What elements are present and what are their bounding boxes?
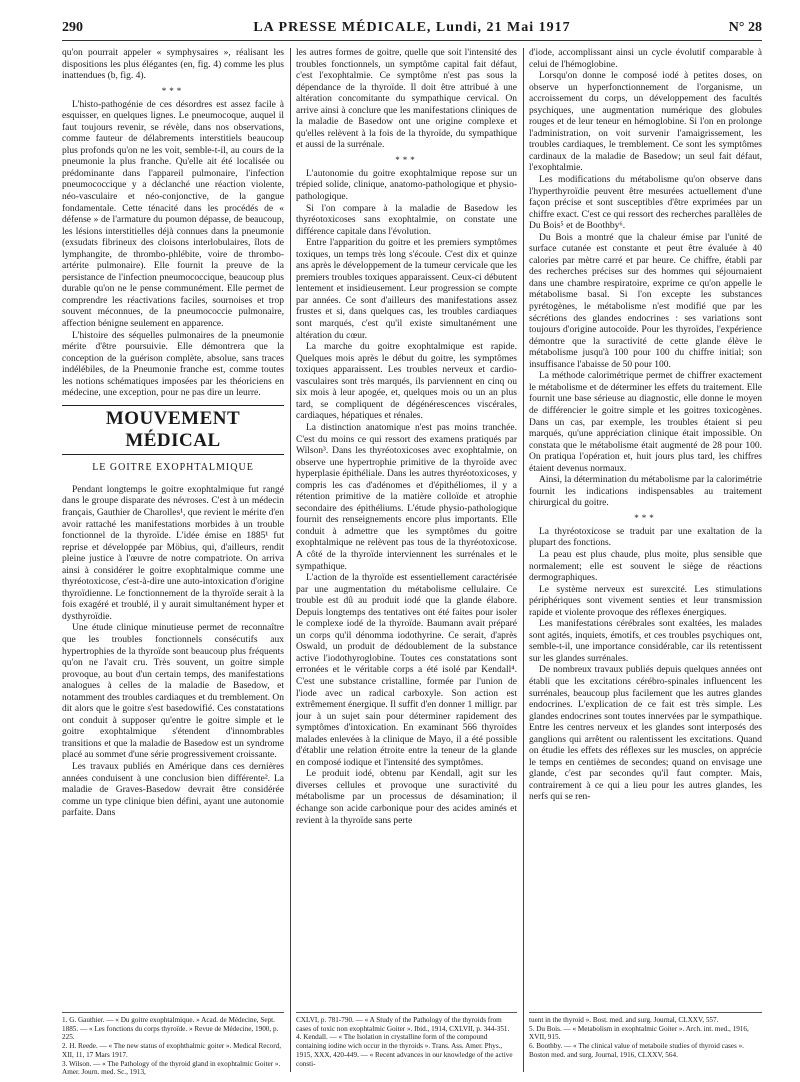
footnote: 5. Du Bois. — « Metabolism in exophtalmic Goiter ». Arch. int. med., 1916, XVII, 915. (529, 1024, 749, 1042)
footnotes-1 (62, 1016, 284, 1076)
paragraph: Du Bois a montré que la chaleur émise par l'unité de surface cutanée est constante et peut être évaluée à 40 calories par mètre carré et par heure. Ce chiffre, établi par des recherches précises sur des hommes qui séjournaient dans une chambre respiratoire, exprime ce qu'on appelle le métabolisme basal. Si l'on excepte les substances pyrétogènes, le métabolisme n'est modifié que par les sécrétions des glandes endocrines : ses variations sont toujours d'origine autocoïde. Pour les thyroïdes, l'expérience démontre que la suractivité de cette glande élève le métabolisme jusqu'à 100 pour 100 du chiffre initial; son insuffisance l'abaisse de 50 pour 100. (529, 232, 762, 370)
footnote: 3. Wilson. — « The Pathology of the thyroid gland in exophtalmic Goiter ». Amer. Journ. med. Sc., 1913, (62, 1059, 281, 1076)
column-1 (62, 48, 284, 1013)
paragraph: Pendant longtemps le goitre exophtalmique fut rangé dans le groupe disparate des névroses. C'est à un médecin français, Gauthier de Charolles¹, que revient le mérite d'en avoir rattaché les manifestations morbides à un trouble fonctionnel de la thyroïde. L'idée émise en 1885¹ fut reprise et développée par Möbius, qui, d'ailleurs, rendit pleine justice à l'œuvre de notre compatriote. On arriva ainsi à considérer le goitre exophtalmique comme une thyréotoxicose, c'est-à-dire une auto-intoxication d'origine thyroïdienne. Le fonctionnement de la thyroïde serait à la fois exagéré et troublé, il y aurait simultanément hyper et dysthyroïdie. (62, 484, 284, 622)
paragraph: Si l'on compare à la maladie de Basedow les thyréotoxicoses sans exophtalmie, on constate une différence capitale dans l'évolution. (296, 203, 517, 237)
section-divider (62, 405, 284, 406)
page-number: 290 (62, 20, 83, 35)
footnote-rule (62, 1012, 284, 1013)
article-title: LE GOITRE EXOPHTALMIQUE (92, 461, 254, 473)
footnote: 6. Boothby. — « The clinical value of metaboile studies of thyroid cases ». Boston med. and surg. Journal, 1916, CLXXV, 564. (529, 1042, 744, 1059)
footnote: tuent in the thyroid ». Bost. med. and surg. Journal, CLXXV, 557. (529, 1016, 719, 1024)
footnote-rule (529, 1012, 762, 1013)
paragraph: Les modifications du métabolisme qu'on observe dans l'hyperthyroïdie peuvent être mesurées actuellement d'une façon précise et sont susceptibles d'être exprimées par un chiffre exact. C'est ce qui ressort des recherches parallèles de Du Bois⁵ et de Boothby⁶. (529, 175, 762, 232)
paragraph: Le système nerveux est surexcité. Les stimulations périphériques sont vivement senties et leur transmission rapide et violente provoque des réflexes énergiques. (529, 584, 762, 618)
section-title: MOUVEMENT MÉDICAL (105, 407, 241, 451)
section-stars: *** (634, 512, 657, 523)
paragraph: Les manifestations cérébrales sont exaltées, les malades sont agités, inquiets, émotifs, et ces troubles psychiques ont, semble-t-il, une importance considérable, car ils retentissent sur les glandes surrénales. (529, 619, 762, 664)
footnote-rule (296, 1012, 517, 1013)
paragraph: Ainsi, la détermination du métabolisme par la calorimétrie fournit les indications indispensables au traitement chirurgical du goitre. (529, 475, 762, 509)
paragraph: L'histoire des séquelles pulmonaires de la pneumonie mérite d'être poursuivie. Elle démontrera que la conception de la guérison complète, absolue, sans traces indélébiles, de la Pneumonie franche est, comme toutes les notions schématiques imposées par les théoriciens en médecine, une exception, pour ne pas dire un leurre. (62, 330, 284, 399)
footnotes-3 (529, 1016, 762, 1076)
paragraph: La thyréotoxicose se traduit par une exaltation de la plupart des fonctions. (529, 526, 762, 549)
paragraph: d'iode, accomplissant ainsi un cycle évolutif comparable à celui de l'hémoglobine. (529, 48, 762, 70)
issue-number: N° 28 (728, 20, 762, 35)
paragraph: La marche du goitre exophtalmique est rapide. Quelques mois après le début du goitre, les symptômes toxiques apparaissent. Les troubles nerveux et cardio-vasculaires sont très marqués, ils parviennent en cinq ou six mois à leur apogée, et, quelques mois ou un an plus tard, se compliquent de dégénérescences viscérales, cardiaques, hépatiques et rénales. (296, 342, 517, 422)
paragraph: Lorsqu'on donne le composé iodé à petites doses, on observe un hyperfonctionnement de l'organisme, un accroissement du corps, un développement des facultés psychiques, une augmentation numérique des globules rouges et de leur teneur en hémoglobine. Si l'on en prolonge l'administration, on voit survenir l'amaigrissement, les troubles cardiaques, le tremblement. Ce sont les symptômes cardinaux de la maladie de Basedow; un seul fait défaut, l'exophtalmie. (529, 71, 762, 174)
section-stars: *** (395, 154, 418, 165)
paragraph: les autres formes de goitre, quelle que soit l'intensité des troubles fonctionnels, un symptôme capital fait défaut, c'est l'exophtalmie. Ce symptôme n'est pas sous la dépendance de la thyroïde. Il doit être attribué à une altération concomitante du sympathique cervical. On arrive ainsi à conclure que les manifestations cliniques de la maladie de Basedow ont une origine complexe et qu'elles relèvent à la fois de la thyroïde, du sympathique et aussi de la surrénale. (296, 48, 517, 151)
paragraph: Une étude clinique minutieuse permet de reconnaître que les troubles fonctionnels consécutifs aux hypertrophies de la thyroïde sont beaucoup plus fréquents qu'on ne l'avait cru. Très souvent, un goitre simple provoque, au bout d'un certain temps, des manifestations analogues à celles de la maladie de Basedow, et notamment des troubles cardiaques et du tremblement. On dit alors que le goitre s'est basedowifié. Ces constatations ont conduit à supposer qu'entre le goitre simple et le goitre exophtalmique s'étendent d'innombrables transitions et que la maladie de Basedow est un syndrome placé au sommet d'une série progressivement croissante. (62, 623, 284, 761)
journal-title: LA PRESSE MÉDICALE, Lundi, 21 Mai 1917 (253, 20, 571, 35)
column-rule-2 (523, 48, 524, 1072)
paragraph: Les travaux publiés en Amérique dans ces dernières années conduisent à une conclusion bien différente². La maladie de Graves-Basedow devrait être considérée comme un type clinique bien défini, ayant une autonomie parfaite. Dans (62, 761, 284, 819)
paragraph: De nombreux travaux publiés depuis quelques années ont établi que les excitations cérébro-spinales influencent les surrénales, beaucoup plus facilement que les autres glandes endocrines. L'explication de ce fait est très simple. Les glandes endocrines sont toutes innervées par le sympathique. Entre les centres nerveux et les glandes sont interposés des ganglions qui arrêtent ou ralentissent les excitations. Quand on étudie les effets des réflexes sur les muscles, on apprécie le temps en centièmes de secondes; quand on envisage une glande, c'est par secondes qu'il faut compter. Mais, contrairement à ce qui a lieu pour les autres glandes, les nerfs qui se ren- (529, 665, 762, 803)
paragraph: L'histo-pathogénie de ces désordres est assez facile à esquisser, en quelques lignes. Le pneumocoque, auquel il faut toujours revenir, se révèle, dans nos observations, comme fauteur de délabrements interstitiels beaucoup plus profonds qu'on ne les voit, semble-t-il, au cours de la pneumonie la plus franche. Qu'elle ait été localisée ou prédominante dans l'appareil pulmonaire, l'infection pneumococcique y a déclanché une réaction violente, néo-vasculaire et néo-conjonctive, de la gangue fondamentale. Cette ténacité dans les procédés de « défense » de l'armature du poumon dépasse, de beaucoup, les lésions interstitielles déjà connues dans la pneumonie (exsudats fibrineux des cloisons interlobulaires, îlots de lymphangite, de thrombo-phlébite, voire de thrombo-artérite pulmonaire). Elle fournit la preuve de la persistance de l'infection pneumococcique, beaucoup plus durable qu'on ne le pense communément. Elle permet de comprendre les réactivations faciles, sournoises et trop souvent méconnues, de la pneumococcie pulmonaire, affection bénigne seulement en apparence. (62, 99, 284, 330)
paragraph: Le produit iodé, obtenu par Kendall, agit sur les diverses cellules et provoque une suractivité du métabolisme par un processus de désamination; il échange son acide carbonique pour des acides aminés et revient à la thyroïde sans perte (296, 769, 517, 826)
footnote: 2. H. Reede. — « The new status of exophthalmic goiter ». Medical Record, XII, 11, 17 Mars 1917. (62, 1042, 282, 1059)
column-3 (529, 48, 762, 1013)
footnotes-2 (296, 1016, 517, 1076)
footnote: 4. Kendall. — « The Isolation in crystalline form of the compound containing iodine wich occur in the thyroids ». Trans. Ass. Amer. Phys., 1915, XXX, 420-449. — « Recent advances in our knowledge of the active consti- (296, 1033, 513, 1068)
paragraph: L'action de la thyroïde est essentiellement caractérisée par une augmentation du métabolisme cellulaire. Ce trouble est dû au produit iodé que la glande élabore. Depuis longtemps des tentatives ont été faites pour isoler le complexe iodé de la thyroïde. Baumann avait préparé un corps qu'il dénomma iodothyrine. Ce serait, d'après Oswald, un produit de dédoublement de la substance active l'iodothyroglobine. Toutes ces constatations sont erronées et le véritable corps a été isolé par Kendall⁴. C'est une substance cristalline, formée par l'union de l'iode avec un radical carboxyle. Son action est extrêmement énergique. Il suffit d'en donner 1 milligr. par jour à un sujet sain pour déterminer rapidement des symptômes d'intoxication. En examinant 566 thyroïdes malades enlevées à la clinique de Mayo, il a été possible d'établir une relation étroite entre la teneur de la glande en composé iodique et l'intensité des symptômes. (296, 573, 517, 768)
paragraph: La méthode calorimétrique permet de chiffrer exactement le métabolisme et de déterminer les effets du traitement. Elle fournit une base sérieuse au diagnostic, elle donne le moyen de différencier le goitre simple et les goitres toxicogènes. Dans un cas, par exemple, les troubles étaient si peu marqués, qu'une appréciation clinique était impossible. On constata que le métabolisme était augmenté de 28 pour 100. On pratiqua l'opération et, huit jours plus tard, les chiffres étaient devenus normaux. (529, 371, 762, 474)
paragraph: L'autonomie du goitre exophtalmique repose sur un trépied solide, clinique, anatomo-pathologique et physio-pathologique. (296, 168, 517, 203)
paragraph: Entre l'apparition du goitre et les premiers symptômes toxiques, un temps très long s'écoule. C'est dix et quinze ans après le développement de la tumeur cervicale que les premiers troubles toxiques apparaissent. Ceux-ci débutent lentement et insidieusement. Leur progression se compte par années. Ce sont d'ailleurs des manifestations assez frustes et si, dans quelques cas, les troubles cardiaques sont marqués, c'est qu'il existe simultanément une altération du cœur. (296, 238, 517, 341)
section-stars: *** (161, 85, 185, 96)
column-2 (296, 48, 517, 1013)
running-header (62, 18, 762, 41)
paragraph: qu'on pourrait appeler « symphysaires », réalisant les dispositions les plus élégantes (en, fig. 4) comme les plus inattendues (b, fig. 4). (62, 48, 284, 82)
paragraph: La distinction anatomique n'est pas moins tranchée. C'est du moins ce qui ressort des examens pratiqués par Wilson³. Dans les thyréotoxicoses avec exophtalmie, on observe une hypertrophie primitive de la thyroïde avec hyperplasie épithéliale. Dans les autres thyréotoxicoses, y compris les cas d'adénomes et d'épithéliomes, il y a rétention primitive de la matière colloïde et atrophie secondaire des épithéliums. L'étude physio-pathologique fournit des renseignements encore plus importants. Elle conduit à admettre que les symptômes du goitre exophtalmique ne relèvent pas tous de la thyréotoxicose. A côté de la thyroïde interviennent les surrénales et le sympathique. (296, 422, 517, 572)
footnote: CXLVI, p. 781-790. — « A Study of the Pathology of the thyroids from cases of toxic non exophtalmic Goiter ». Ibid., 1914, CXLVII, p. 344-351. (296, 1016, 510, 1033)
column-rule-1 (290, 48, 291, 1072)
footnote: 1. G. Gauthier. — « Du goitre exophtalmique. » Acad. de Médecine, Sept. 1885. — « Les fonctions du corps thyroïde. » Revue de Médecine, 1900, p. 225. (62, 1016, 279, 1042)
paragraph: La peau est plus chaude, plus moite, plus sensible que normalement; elle est souvent le siège de réactions dermographiques. (529, 549, 762, 584)
section-divider (62, 454, 284, 455)
